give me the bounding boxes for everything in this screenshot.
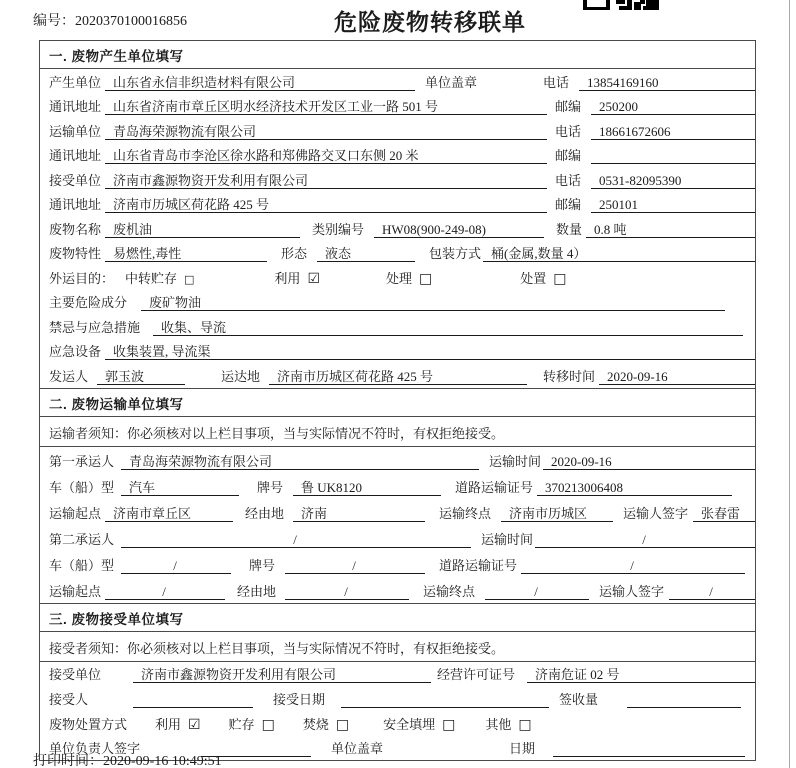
acceptor-row (40, 686, 755, 711)
zip-label: 邮编 (555, 99, 582, 114)
waste-name-label: 废物名称 (49, 221, 102, 237)
purpose-row (40, 265, 755, 290)
disposal-option-store (229, 714, 275, 733)
signed-quantity-value (627, 707, 741, 708)
road-license-label: 道路运输证号 (455, 479, 534, 495)
transporter-zip-value (591, 163, 755, 164)
producer-address-row (40, 94, 755, 119)
receiver-phone-value: 0531-82095390 (591, 173, 755, 189)
carrier1-time-value: 2020-09-16 (543, 454, 755, 470)
transporter-address-value: 山东省青岛市李沧区徐水路和郑佛路交叉口东侧 20 米 (105, 148, 547, 164)
road-license-label: 道路运输证号 (439, 557, 518, 573)
transporter-address-row (40, 143, 755, 168)
shipper-row (40, 363, 755, 388)
phone-label: 电话 (555, 123, 582, 139)
disposal-option-use (155, 714, 201, 733)
quantity-label: 数量 (556, 221, 583, 237)
checkbox-icon: □ (261, 716, 275, 733)
purpose-label: 外运目的： (49, 270, 115, 286)
vehicle1-row (40, 473, 755, 499)
end-label: 运输终点 (439, 505, 492, 521)
checkbox-label: 处置 (520, 270, 547, 286)
address-label: 通讯地址 (49, 148, 102, 163)
destination-value: 济南市历城区荷花路 425 号 (269, 369, 527, 385)
carrier1-row (40, 447, 755, 473)
transport-time-label: 运输时间 (489, 453, 542, 469)
checkbox-label: 利用 (274, 270, 301, 286)
section1-fields (40, 69, 755, 389)
plate-label: 牌号 (257, 479, 284, 495)
zip-label: 邮编 (555, 197, 582, 212)
equipment-value: 收集装置, 导流渠 (105, 344, 755, 360)
purpose-option-transfer (125, 268, 194, 287)
form-value: 液态 (317, 246, 415, 262)
transporter-notice-row (40, 417, 755, 447)
vehicle-type-label: 车（船）型 (49, 557, 115, 573)
date-label: 日期 (509, 741, 536, 757)
trait-value: 易燃性,毒性 (105, 246, 267, 262)
section3-fields (40, 662, 755, 761)
carrier2-time-value: / (535, 532, 755, 548)
disposal-option-other (485, 714, 531, 733)
checkbox-label: 处理 (386, 270, 413, 286)
section1-header: 一. 废物产生单位填写 (40, 41, 755, 69)
checkbox-label: 安全填埋 (383, 716, 436, 732)
receiver-label: 接受单位 (49, 172, 102, 188)
transporter-row (40, 118, 755, 143)
category-value: HW08(900-249-08) (374, 222, 544, 238)
category-label: 类别编号 (312, 221, 365, 237)
receiver-address-value: 济南市历城区荷花路 425 号 (105, 197, 547, 213)
taboo-value: 收集、导流 (153, 320, 743, 336)
receiver-value: 济南市鑫源物资开发利用有限公司 (105, 173, 547, 189)
zip-label: 邮编 (555, 148, 582, 163)
disposal-method-label: 废物处置方式 (49, 716, 128, 732)
end2-value: / (485, 584, 589, 600)
plate1-value: 鲁 UK8120 (293, 480, 441, 496)
checkbox-label: 利用 (155, 716, 182, 732)
receiver-address-row (40, 192, 755, 217)
checkbox-icon: □ (518, 716, 532, 733)
disposal-option-incinerate (303, 714, 349, 733)
checkbox-label: 焚烧 (302, 716, 329, 732)
license1-value: 370213006408 (537, 480, 732, 496)
transporter-value: 青岛海荣源物流有限公司 (105, 124, 547, 140)
license2-value: / (521, 558, 745, 574)
checkbox-icon: □ (419, 270, 433, 287)
hazard-row (40, 290, 755, 315)
carrier2-row (40, 525, 755, 551)
transporter-phone-value: 18661672606 (591, 124, 755, 140)
carrier1-value: 青岛海荣源物流有限公司 (121, 454, 479, 470)
quantity-value: 0.8 吨 (586, 222, 755, 238)
checkbox-icon: □ (442, 716, 456, 733)
phone-label: 电话 (543, 74, 570, 90)
transfer-form-table (39, 40, 756, 761)
address-label: 通讯地址 (49, 197, 102, 212)
signed-quantity-label: 签收量 (559, 691, 599, 707)
unit-seal-label: 单位盖章 (425, 74, 478, 90)
producer-label: 产生单位 (49, 74, 102, 90)
via-label: 经由地 (245, 505, 285, 521)
via-label: 经由地 (237, 583, 277, 599)
origin-label: 运输起点 (49, 505, 102, 521)
via2-value: / (285, 584, 409, 600)
transporter-label: 运输单位 (49, 123, 102, 139)
address-label: 通讯地址 (49, 99, 102, 114)
disposal-method-row (40, 711, 755, 736)
carrier2-label: 第二承运人 (49, 531, 115, 547)
acceptor-label: 接受人 (49, 691, 89, 707)
producer-zip-value: 250200 (591, 99, 755, 115)
checkbox-label: 贮存 (228, 716, 255, 732)
end-label: 运输终点 (423, 583, 476, 599)
print-time-label: 打印时间： (33, 754, 103, 768)
waste-name-value: 废机油 (105, 222, 300, 238)
origin1-value: 济南市章丘区 (105, 506, 233, 522)
packing-label: 包装方式 (429, 246, 482, 261)
transfer-time-value: 2020-09-16 (599, 369, 755, 385)
shipper-value: 郭玉波 (97, 369, 185, 385)
route1-row (40, 499, 755, 525)
sign1-value: 张春雷 (693, 506, 755, 522)
checkbox-icon: □ (553, 270, 567, 287)
head-signature-label: 单位负责人签字 (49, 741, 141, 757)
vehicle2-value: / (121, 558, 231, 574)
origin-label: 运输起点 (49, 583, 102, 599)
phone-label: 电话 (555, 172, 582, 188)
end1-value: 济南市历城区 (501, 506, 613, 522)
purpose-option-treat (386, 268, 432, 287)
qr-code-fragment (583, 0, 661, 10)
taboo-label: 禁忌与应急措施 (49, 319, 141, 335)
vehicle1-value: 汽车 (121, 480, 239, 496)
destination-label: 运达地 (221, 368, 261, 384)
receiver-row (40, 167, 755, 192)
accept-unit-row (40, 662, 755, 687)
acceptor-value (133, 707, 253, 708)
receiver-notice-text: 接受者须知：你必须核对以上栏目事项，当与实际情况不符时，有权拒绝接受。 (49, 641, 505, 656)
carrier2-value: / (121, 532, 471, 548)
taboo-row (40, 314, 755, 339)
form-label: 形态 (281, 246, 308, 261)
page-edge-line (789, 0, 790, 768)
unit-seal-label: 单位盖章 (331, 741, 384, 757)
print-time-value: 2020-09-16 10:49:51 (103, 754, 222, 768)
permit-value: 济南危证 02 号 (527, 667, 755, 683)
vehicle-type-label: 车（船）型 (49, 479, 115, 495)
accept-date-value (341, 707, 549, 708)
transporter-sign-label: 运输人签字 (623, 505, 689, 521)
serial-label: 编号： (33, 14, 75, 29)
transporter-sign-label: 运输人签字 (599, 583, 665, 599)
purpose-option-use (274, 268, 320, 287)
vehicle2-row (40, 551, 755, 577)
producer-address-value: 山东省济南市章丘区明水经济技术开发区工业一路 501 号 (105, 99, 547, 115)
date-value (553, 756, 745, 757)
section3-header: 三. 废物接受单位填写 (40, 604, 755, 632)
waste-name-row (40, 216, 755, 241)
serial-number-line (33, 10, 187, 30)
print-time-line (33, 750, 222, 768)
permit-label: 经营许可证号 (437, 667, 516, 683)
serial-value: 2020370100016856 (75, 14, 187, 29)
checkbox-icon: □ (184, 272, 195, 286)
transfer-time-label: 转移时间 (543, 368, 596, 384)
receiver-zip-value: 250101 (591, 197, 755, 213)
via1-value: 济南 (293, 506, 425, 522)
origin2-value: / (105, 584, 225, 600)
trait-label: 废物特性 (49, 246, 102, 261)
hazard-label: 主要危险成分 (49, 295, 128, 310)
route2-row (40, 577, 755, 603)
plate-label: 牌号 (249, 557, 276, 573)
sign2-value: / (669, 584, 755, 600)
equipment-label: 应急设备 (49, 344, 102, 359)
transporter-notice-text: 运输者须知：你必须核对以上栏目事项，当与实际情况不符时，有权拒绝接受。 (49, 426, 505, 441)
receiver-notice-row (40, 632, 755, 662)
checkbox-icon: ☑ (307, 270, 320, 287)
document-title: 危险废物转移联单 (334, 10, 526, 35)
accept-date-label: 接受日期 (273, 691, 326, 707)
accept-unit-label: 接受单位 (49, 667, 102, 683)
producer-value: 山东省永信非织造材料有限公司 (105, 75, 415, 91)
checkbox-label: 中转贮存 (125, 270, 178, 286)
checkbox-label: 其他 (485, 716, 512, 732)
transport-time-label: 运输时间 (481, 531, 534, 547)
plate2-value: / (285, 558, 425, 574)
section2-fields (40, 447, 755, 604)
purpose-option-dispose (520, 268, 566, 287)
equipment-row (40, 339, 755, 364)
accept-unit-value: 济南市鑫源物资开发利用有限公司 (133, 667, 431, 683)
shipper-label: 发运人 (49, 368, 89, 384)
waste-trait-row (40, 241, 755, 266)
section2-header: 二. 废物运输单位填写 (40, 389, 755, 417)
producer-row (40, 69, 755, 94)
disposal-option-landfill (383, 714, 455, 733)
carrier1-label: 第一承运人 (49, 453, 115, 469)
packing-value: 桶(金属,数量 4） (483, 246, 755, 262)
producer-phone-value: 13854169160 (579, 75, 755, 91)
checkbox-icon: □ (335, 716, 350, 733)
hazard-value: 废矿物油 (141, 295, 725, 311)
checkbox-icon: ☑ (188, 716, 201, 733)
